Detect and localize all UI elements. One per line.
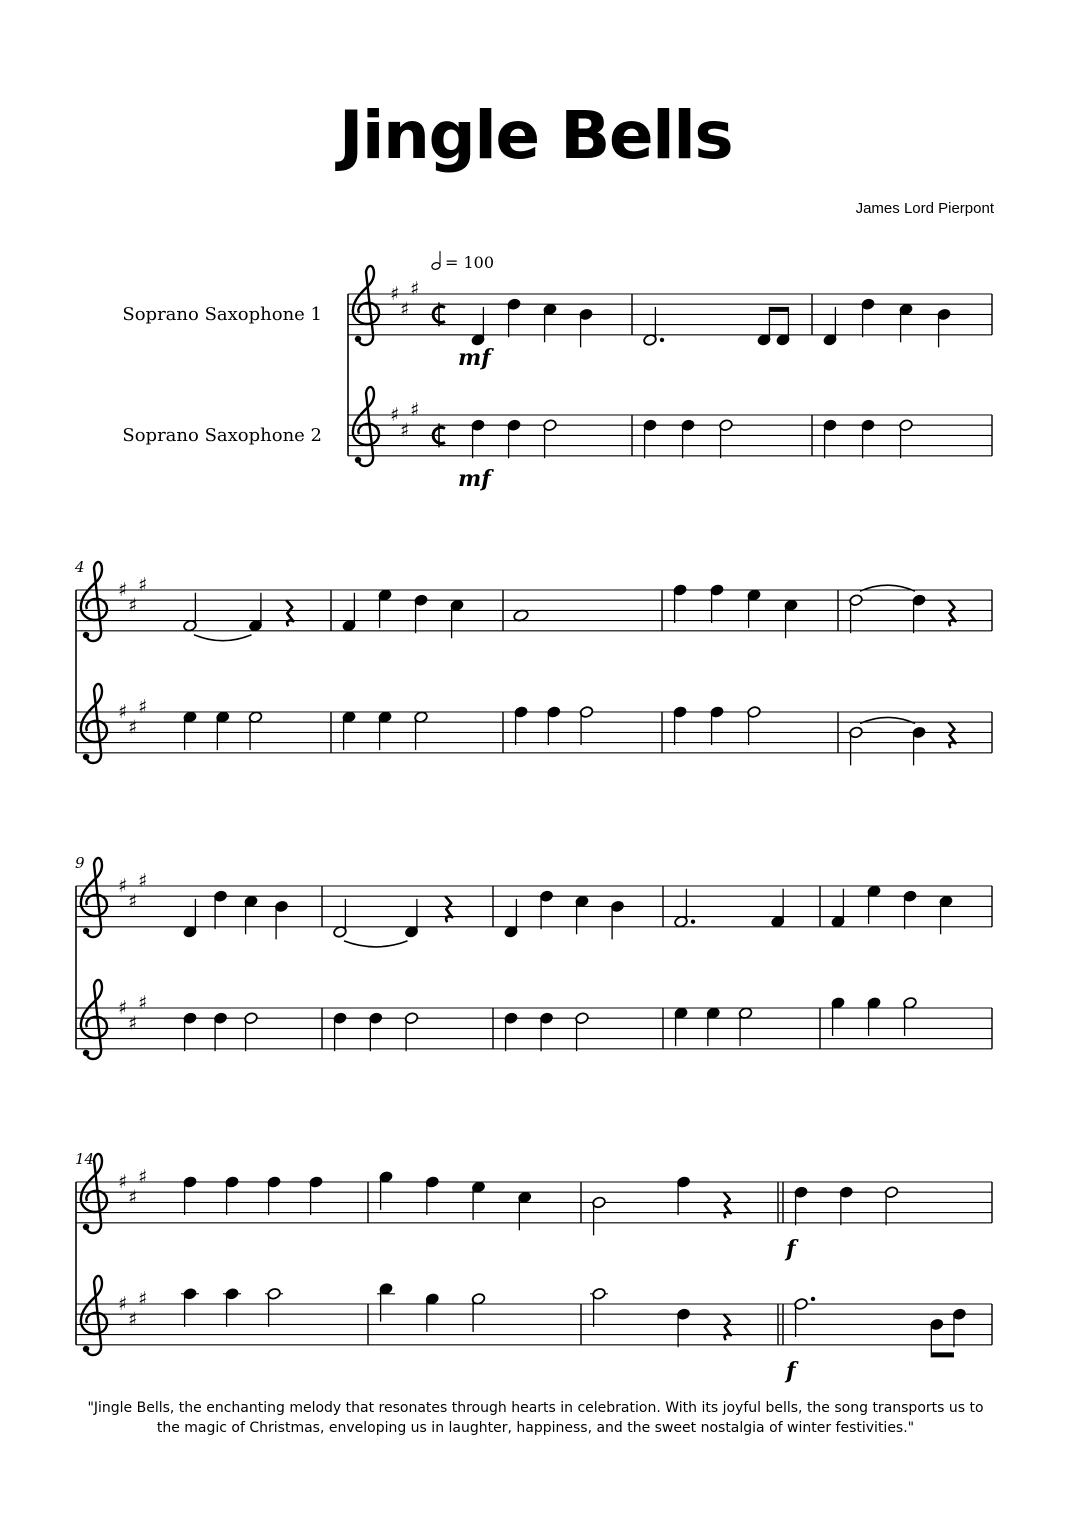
tie-line [194,635,252,641]
treble-clef-dot-icon [83,1050,89,1056]
treble-clef-dot-icon [83,754,89,760]
dynamic-marking: mf [458,345,491,371]
system-1 [348,266,992,466]
dynamic-marking: f [786,1236,796,1262]
composer-name: James Lord Pierpont [855,200,994,217]
sharp-icon: ♯ [128,594,138,617]
system-2 [76,562,992,765]
measure-number: 14 [75,1150,95,1168]
dynamic-marking: mf [458,466,491,492]
treble-clef-dot-icon [83,928,89,934]
song-description: "Jingle Bells, the enchanting melody that resonates through hearts in celebration. With its joyful bells, the song transports us to the magic of Christmas, enveloping us in laughter, happiness, and the sweet nostalgia of winter festivities." [87,1400,984,1436]
treble-clef-dot-icon [83,1224,89,1230]
system-4 [76,1154,992,1357]
beam [931,1352,954,1357]
tempo-marking: = 100 [445,253,495,272]
quarter-rest-icon [724,1314,731,1340]
beam [769,307,788,312]
staff-bottom [76,980,992,1059]
sharp-icon: ♯ [138,573,148,596]
dot-icon [811,1297,815,1301]
dot-icon [660,338,664,342]
tie-line [344,941,408,947]
sharp-icon: ♯ [410,398,420,421]
instrument-name-2: Soprano Saxophone 2 [122,425,322,446]
measure-number: 4 [75,558,85,576]
staff-top [348,266,992,345]
sharp-icon: ♯ [138,1165,148,1188]
sharp-icon: ♯ [128,716,138,739]
sharp-icon: ♯ [128,1012,138,1035]
treble-clef-icon [353,266,374,345]
quarter-rest-icon [949,600,956,626]
sharp-icon: ♯ [128,1308,138,1331]
treble-clef-icon [81,684,102,763]
treble-clef-dot-icon [83,1346,89,1352]
system-3 [76,858,992,1059]
instrument-name-1: Soprano Saxophone 1 [122,304,322,325]
sharp-icon: ♯ [118,875,128,897]
sharp-icon: ♯ [118,997,128,1019]
sharp-icon: ♯ [138,1287,148,1310]
treble-clef-dot-icon [83,632,89,638]
quarter-rest-icon [286,600,293,626]
staff-bottom [76,1276,992,1355]
treble-clef-icon [81,1276,102,1355]
sharp-icon: ♯ [138,869,148,892]
quarter-rest-icon [445,896,452,922]
dot-icon [691,920,695,924]
staff-bottom [76,684,992,763]
sharp-icon: ♯ [390,404,400,426]
sharp-icon: ♯ [118,701,128,723]
staff-top [76,1154,992,1233]
treble-clef-dot-icon [355,336,361,342]
sharp-icon: ♯ [118,1171,128,1193]
sharp-icon: ♯ [400,298,410,321]
sharp-icon: ♯ [128,890,138,913]
sharp-icon: ♯ [390,283,400,305]
song-title: Jingle Bells [338,97,733,174]
sharp-icon: ♯ [118,579,128,601]
quarter-rest-icon [724,1192,731,1218]
sharp-icon: ♯ [128,1186,138,1209]
staff-bottom [348,387,992,466]
measure-number: 9 [75,854,85,872]
sharp-icon: ♯ [118,1293,128,1315]
treble-clef-icon [81,980,102,1059]
sharp-icon: ♯ [138,695,148,718]
treble-clef-icon [353,387,374,466]
sharp-icon: ♯ [410,277,420,300]
sharp-icon: ♯ [400,419,410,442]
sharp-icon: ♯ [138,991,148,1014]
dynamic-marking: f [786,1358,796,1384]
treble-clef-dot-icon [355,457,361,463]
quarter-rest-icon [949,722,956,748]
staff-top [76,858,992,937]
